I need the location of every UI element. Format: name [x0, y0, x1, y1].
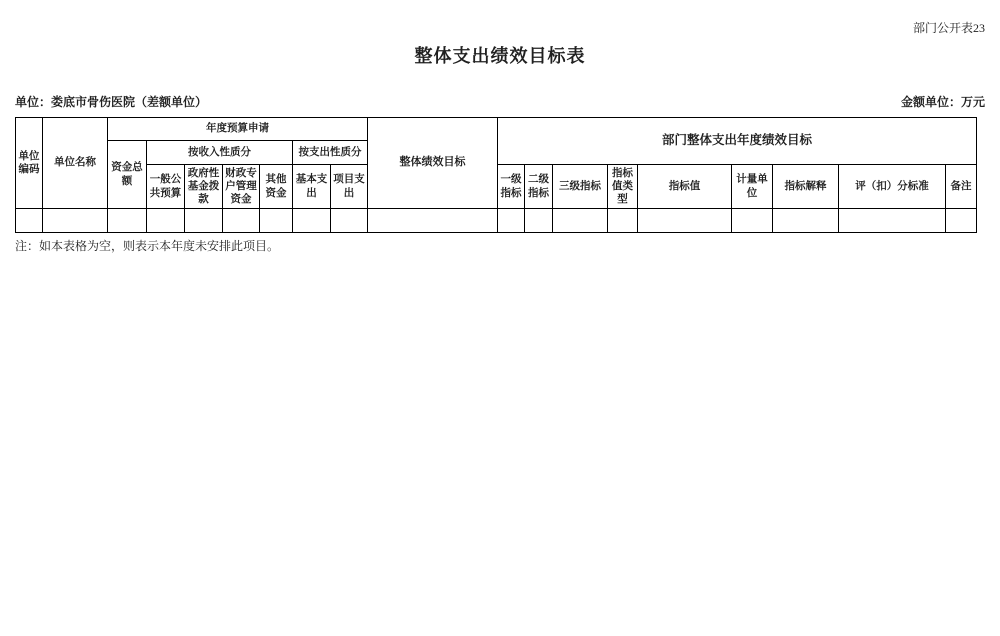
unit-label: 单位：娄底市骨伤医院（差额单位）: [15, 95, 208, 109]
page-title: 整体支出绩效目标表: [414, 46, 586, 66]
header-level1-indicator: 一级指标: [498, 165, 525, 209]
data-cell: [732, 209, 773, 233]
header-other-funds: 其他资金: [260, 165, 293, 209]
data-cell: [331, 209, 368, 233]
header-annual-budget-request: 年度预算申请: [108, 118, 368, 141]
header-unit-code: 单位编码: [16, 118, 43, 209]
header-indicator-value-type: 指标值类型: [608, 165, 638, 209]
header-dept-annual-performance-target: 部门整体支出年度绩效目标: [498, 118, 977, 165]
data-cell: [43, 209, 108, 233]
header-scoring-standard: 评（扣）分标准: [839, 165, 946, 209]
data-cell: [147, 209, 185, 233]
data-cell: [293, 209, 331, 233]
header-by-income-nature: 按收入性质分: [147, 141, 293, 165]
empty-data-row: [16, 209, 977, 233]
header-unit-name: 单位名称: [43, 118, 108, 209]
header-project-expenditure: 项目支出: [331, 165, 368, 209]
amount-unit-label: 金额单位：万元: [900, 95, 985, 109]
data-cell: [368, 209, 498, 233]
header-overall-performance-target: 整体绩效目标: [368, 118, 498, 209]
performance-target-table: [15, 117, 977, 233]
header-indicator-value: 指标值: [638, 165, 732, 209]
data-cell: [498, 209, 525, 233]
form-number-label: 部门公开表23: [912, 21, 985, 35]
header-remarks: 备注: [946, 165, 977, 209]
data-cell: [16, 209, 43, 233]
data-cell: [839, 209, 946, 233]
data-cell: [946, 209, 977, 233]
data-cell: [108, 209, 147, 233]
header-indicator-explanation: 指标解释: [773, 165, 839, 209]
header-by-expenditure-nature: 按支出性质分: [293, 141, 368, 165]
header-general-public-budget: 一般公共预算: [147, 165, 185, 209]
header-total-funds: 资金总额: [108, 141, 147, 209]
data-cell: [185, 209, 223, 233]
table-footnote: 注：如本表格为空，则表示本年度未安排此项目。: [15, 239, 280, 253]
header-government-fund-allocation: 政府性基金拨款: [185, 165, 223, 209]
header-level2-indicator: 二级指标: [525, 165, 553, 209]
meta-row: [15, 93, 985, 110]
data-cell: [260, 209, 293, 233]
header-level3-indicator: 三级指标: [553, 165, 608, 209]
data-cell: [525, 209, 553, 233]
data-cell: [553, 209, 608, 233]
data-cell: [773, 209, 839, 233]
header-basic-expenditure: 基本支出: [293, 165, 331, 209]
header-measure-unit: 计量单位: [732, 165, 773, 209]
data-cell: [608, 209, 638, 233]
data-cell: [638, 209, 732, 233]
data-cell: [223, 209, 260, 233]
header-fiscal-special-account-funds: 财政专户管理资金: [223, 165, 260, 209]
